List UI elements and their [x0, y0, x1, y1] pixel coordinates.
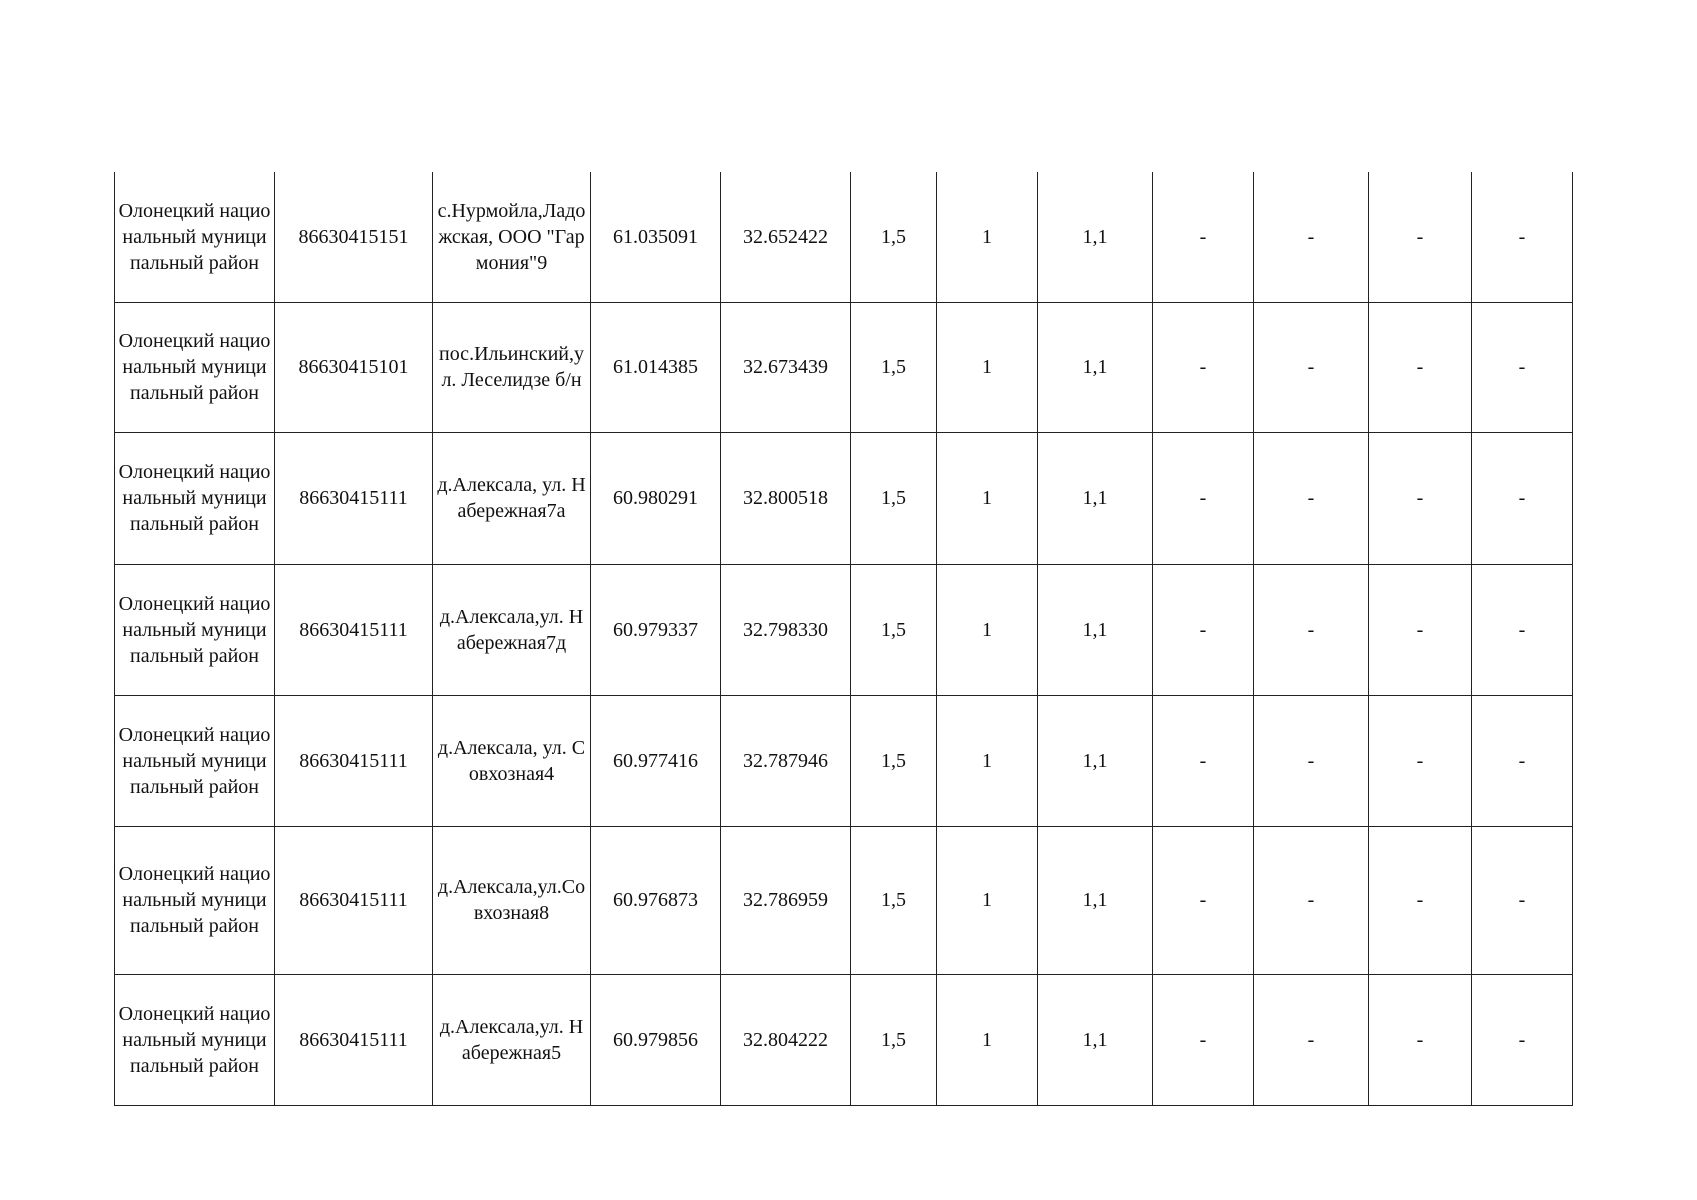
table-row — [115, 974, 1573, 1105]
value-cell: 1,1 — [1038, 172, 1153, 302]
oktmo-cell: 86630415111 — [275, 826, 433, 974]
value-cell: - — [1153, 302, 1254, 432]
value-cell: 1 — [937, 826, 1038, 974]
address-cell: с.Нурмойла,Ладожская, ООО "Гармония"9 — [433, 172, 591, 302]
value-cell: - — [1369, 695, 1472, 826]
table-row — [115, 302, 1573, 432]
district-cell: Олонецкий национальный муниципальный район — [115, 695, 275, 826]
value-cell: - — [1254, 432, 1369, 564]
value-cell: 1,5 — [851, 302, 937, 432]
value-cell: 1,5 — [851, 974, 937, 1105]
latitude-cell: 60.977416 — [591, 695, 721, 826]
value-cell: - — [1472, 302, 1573, 432]
value-cell: - — [1254, 974, 1369, 1105]
value-cell: - — [1472, 974, 1573, 1105]
value-cell: - — [1153, 826, 1254, 974]
district-cell: Олонецкий национальный муниципальный район — [115, 302, 275, 432]
table-row — [115, 172, 1573, 302]
longitude-cell: 32.800518 — [721, 432, 851, 564]
longitude-cell: 32.787946 — [721, 695, 851, 826]
oktmo-cell: 86630415101 — [275, 302, 433, 432]
value-cell: - — [1472, 172, 1573, 302]
value-cell: - — [1254, 695, 1369, 826]
oktmo-cell: 86630415111 — [275, 695, 433, 826]
oktmo-cell: 86630415111 — [275, 974, 433, 1105]
value-cell: - — [1153, 974, 1254, 1105]
latitude-cell: 60.979337 — [591, 564, 721, 695]
address-cell: д.Алексала, ул. Набережная7а — [433, 432, 591, 564]
latitude-cell: 60.976873 — [591, 826, 721, 974]
oktmo-cell: 86630415111 — [275, 432, 433, 564]
value-cell: 1 — [937, 564, 1038, 695]
value-cell: - — [1153, 432, 1254, 564]
address-cell: д.Алексала,ул. Набережная7д — [433, 564, 591, 695]
table-row — [115, 695, 1573, 826]
district-cell: Олонецкий национальный муниципальный район — [115, 974, 275, 1105]
longitude-cell: 32.652422 — [721, 172, 851, 302]
value-cell: - — [1254, 302, 1369, 432]
longitude-cell: 32.673439 — [721, 302, 851, 432]
oktmo-cell: 86630415151 — [275, 172, 433, 302]
value-cell: 1,1 — [1038, 695, 1153, 826]
value-cell: 1,5 — [851, 564, 937, 695]
address-cell: д.Алексала, ул. Совхозная4 — [433, 695, 591, 826]
value-cell: - — [1369, 564, 1472, 695]
value-cell: 1,1 — [1038, 564, 1153, 695]
value-cell: - — [1472, 564, 1573, 695]
longitude-cell: 32.798330 — [721, 564, 851, 695]
district-cell: Олонецкий национальный муниципальный район — [115, 432, 275, 564]
value-cell: - — [1472, 826, 1573, 974]
district-cell: Олонецкий национальный муниципальный район — [115, 564, 275, 695]
value-cell: - — [1472, 432, 1573, 564]
oktmo-cell: 86630415111 — [275, 564, 433, 695]
address-cell: д.Алексала,ул.Совхозная8 — [433, 826, 591, 974]
value-cell: 1 — [937, 974, 1038, 1105]
longitude-cell: 32.804222 — [721, 974, 851, 1105]
latitude-cell: 60.980291 — [591, 432, 721, 564]
value-cell: 1 — [937, 172, 1038, 302]
value-cell: 1 — [937, 695, 1038, 826]
value-cell: - — [1472, 695, 1573, 826]
value-cell: 1,1 — [1038, 432, 1153, 564]
value-cell: - — [1369, 302, 1472, 432]
district-cell: Олонецкий национальный муниципальный район — [115, 826, 275, 974]
address-cell: пос.Ильинский,ул. Леселидзе б/н — [433, 302, 591, 432]
district-cell: Олонецкий национальный муниципальный район — [115, 172, 275, 302]
value-cell: 1,5 — [851, 432, 937, 564]
latitude-cell: 60.979856 — [591, 974, 721, 1105]
value-cell: - — [1153, 172, 1254, 302]
value-cell: 1,5 — [851, 695, 937, 826]
value-cell: - — [1369, 172, 1472, 302]
value-cell: 1,1 — [1038, 974, 1153, 1105]
value-cell: - — [1254, 564, 1369, 695]
value-cell: - — [1153, 564, 1254, 695]
value-cell: 1 — [937, 302, 1038, 432]
value-cell: 1,1 — [1038, 302, 1153, 432]
value-cell: - — [1254, 172, 1369, 302]
value-cell: - — [1153, 695, 1254, 826]
table-row — [115, 564, 1573, 695]
data-table — [114, 172, 1573, 1106]
latitude-cell: 61.035091 — [591, 172, 721, 302]
value-cell: 1 — [937, 432, 1038, 564]
value-cell: - — [1369, 826, 1472, 974]
value-cell: 1,1 — [1038, 826, 1153, 974]
value-cell: - — [1369, 432, 1472, 564]
value-cell: - — [1254, 826, 1369, 974]
value-cell: 1,5 — [851, 826, 937, 974]
value-cell: 1,5 — [851, 172, 937, 302]
latitude-cell: 61.014385 — [591, 302, 721, 432]
table-row — [115, 432, 1573, 564]
table-row — [115, 826, 1573, 974]
address-cell: д.Алексала,ул. Набережная5 — [433, 974, 591, 1105]
longitude-cell: 32.786959 — [721, 826, 851, 974]
value-cell: - — [1369, 974, 1472, 1105]
